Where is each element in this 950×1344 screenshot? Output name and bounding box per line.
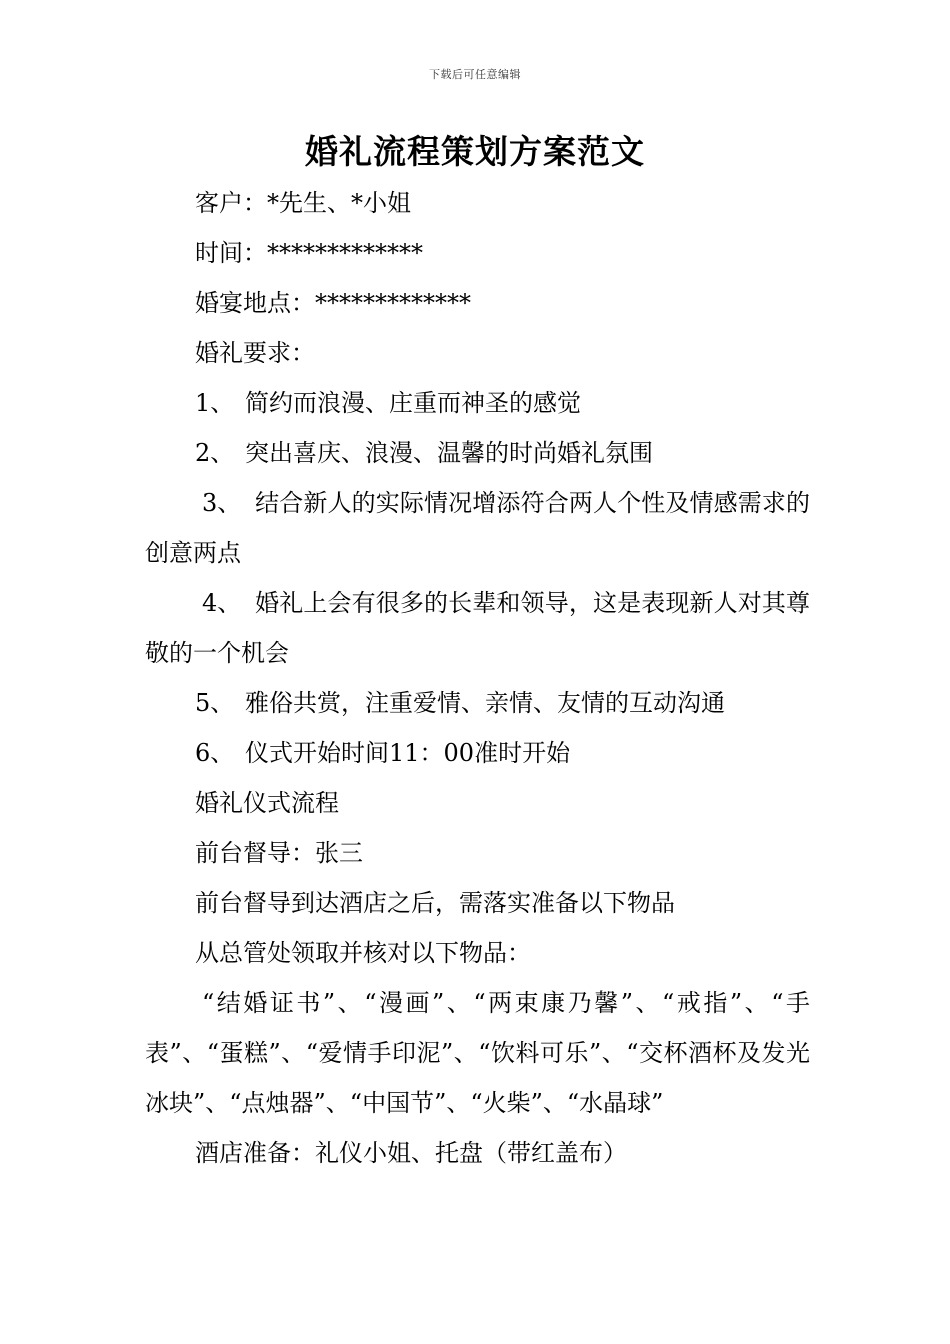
requirement-item — [145, 428, 810, 478]
requirement-item — [145, 578, 810, 678]
items-list: “结婚证书”、“漫画”、“两束康乃馨”、“戒指”、“手表”、“蛋糕”、“爱情手印泥”、“饮料可乐”、“交杯酒杯及发光冰块”、“点烛器”、“中国节”、“火柴”、“水晶球” — [145, 989, 810, 1117]
requirement-text: 结合新人的实际情况增添符合两人个性及情感需求的创意两点 — [145, 489, 810, 567]
ceremony-heading: 婚礼仪式流程 — [195, 789, 339, 817]
supervisor-task-line: 前台督导到达酒店之后，需落实准备以下物品 — [195, 889, 675, 917]
requirement-number: 1、 — [195, 389, 235, 417]
requirements-heading: 婚礼要求： — [195, 339, 315, 367]
supervisor-line: 前台督导：张三 — [195, 839, 363, 867]
requirement-number: 4、 — [202, 589, 242, 617]
requirement-text: 仪式开始时间11：00准时开始 — [245, 739, 571, 767]
requirement-number: 3、 — [202, 489, 242, 517]
venue-line: 婚宴地点：************* — [195, 289, 471, 317]
requirement-text: 突出喜庆、浪漫、温馨的时尚婚礼氛围 — [245, 439, 653, 467]
hotel-prep-line: 酒店准备：礼仪小姐、托盘（带红盖布） — [195, 1139, 627, 1167]
requirement-number: 5、 — [195, 689, 235, 717]
requirement-text: 简约而浪漫、庄重而神圣的感觉 — [245, 389, 581, 417]
requirement-item — [145, 728, 810, 778]
requirement-text: 雅俗共赏，注重爱情、亲情、友情的互动沟通 — [245, 689, 725, 717]
collect-line: 从总管处领取并核对以下物品： — [195, 939, 531, 967]
requirement-text: 婚礼上会有很多的长辈和领导，这是表现新人对其尊敬的一个机会 — [145, 589, 810, 667]
time-line: 时间：************* — [195, 239, 423, 267]
client-line: 客户：*先生、*小姐 — [195, 189, 411, 217]
requirement-number: 6、 — [195, 739, 235, 767]
header-note: 下载后可任意编辑 — [429, 68, 521, 81]
requirement-item — [145, 678, 810, 728]
document-body — [145, 178, 810, 1178]
document-title: 婚礼流程策划方案范文 — [305, 132, 645, 171]
requirement-item — [145, 378, 810, 428]
requirement-number: 2、 — [195, 439, 235, 467]
requirement-item — [145, 478, 810, 578]
